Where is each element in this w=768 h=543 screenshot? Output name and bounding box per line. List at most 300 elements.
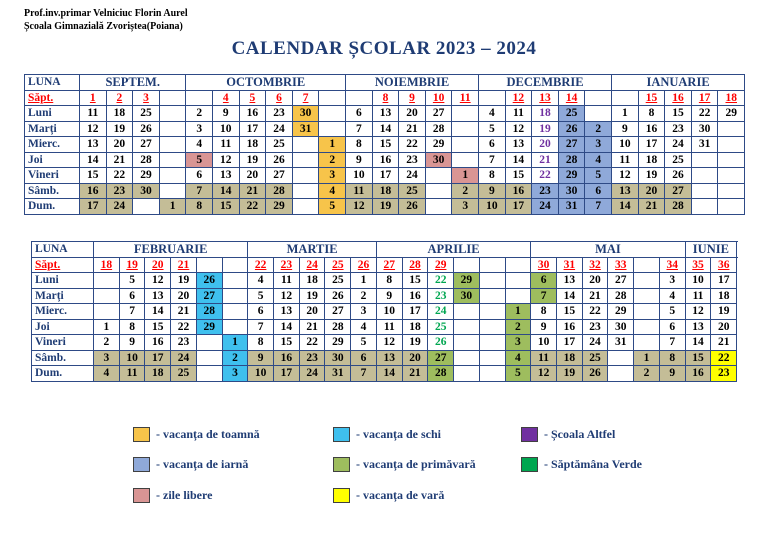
day-cell: 20 [106,137,133,153]
week-number [454,257,480,273]
day-cell [454,335,480,351]
day-cell: 22 [399,137,426,153]
day-cell: 4 [585,152,612,168]
week-number [634,257,660,273]
month-name: IANUARIE [612,75,745,91]
day-cell [292,168,319,184]
day-cell: 17 [80,199,107,215]
day-row [32,335,737,351]
day-cell: 22 [582,304,608,320]
day-cell: 9 [531,319,557,335]
day-cell: 20 [171,288,197,304]
day-cell: 6 [248,304,274,320]
day-row [32,288,737,304]
day-cell [425,168,452,184]
day-cell: 14 [685,335,711,351]
week-number: 12 [505,90,532,106]
day-cell: 24 [428,304,454,320]
legend-label: - Săptămâna Verde [544,457,643,471]
day-cell: 17 [711,273,737,289]
day-cell: 11 [612,152,639,168]
day-cell: 16 [505,183,532,199]
day-cell: 20 [299,304,325,320]
day-cell: 26 [665,168,692,184]
week-number: 16 [665,90,692,106]
day-cell: 7 [585,199,612,215]
day-cell: 26 [133,121,160,137]
day-cell: 29 [425,137,452,153]
day-row [25,168,745,184]
day-cell: 5 [585,168,612,184]
day-cell: 7 [248,319,274,335]
day-cell: 12 [531,366,557,382]
legend-item [333,488,444,503]
day-cell: 14 [80,152,107,168]
legend-swatch [333,427,350,442]
day-cell: 11 [119,366,145,382]
day-cell: 24 [266,121,293,137]
sapt-label: Săpt. [25,90,80,106]
day-cell [479,273,505,289]
week-number [159,90,186,106]
day-cell: 14 [274,319,300,335]
day-cell: 5 [119,273,145,289]
day-cell: 5 [659,304,685,320]
day-cell: 23 [711,366,737,382]
day-row [25,121,745,137]
day-cell: 13 [145,288,171,304]
day-cell: 24 [665,137,692,153]
day-cell [479,288,505,304]
day-cell: 22 [532,168,559,184]
day-cell: 12 [145,273,171,289]
week-number: 21 [171,257,197,273]
day-cell: 18 [556,350,582,366]
day-cell: 8 [248,335,274,351]
day-cell: 9 [119,335,145,351]
day-cell: 19 [372,199,399,215]
day-cell: 23 [532,183,559,199]
day-cell [479,335,505,351]
day-cell: 28 [133,152,160,168]
day-cell: 17 [638,137,665,153]
day-row [25,106,745,122]
month-row [25,75,745,91]
day-cell: 14 [376,366,402,382]
day-cell: 28 [196,304,222,320]
day-cell: 6 [119,288,145,304]
week-number: 35 [685,257,711,273]
day-cell [608,366,634,382]
week-number: 25 [325,257,351,273]
week-number: 33 [608,257,634,273]
day-cell: 21 [171,304,197,320]
calendar-table-autumn-winter [24,74,745,215]
day-cell: 16 [402,288,428,304]
luna-label: LUNA [25,75,80,91]
legend-item [133,488,212,503]
day-cell: 15 [402,273,428,289]
day-cell: 11 [505,106,532,122]
day-cell: 22 [239,199,266,215]
day-cell: 2 [351,288,377,304]
day-cell: 25 [325,273,351,289]
day-cell: 28 [325,319,351,335]
legend-swatch [133,427,150,442]
day-cell: 16 [145,335,171,351]
day-cell: 10 [213,121,240,137]
day-cell: 3 [585,137,612,153]
legend-label: - vacanța de vară [356,488,445,502]
day-cell: 21 [582,288,608,304]
day-label: Mierc. [32,304,94,320]
week-number: 7 [292,90,319,106]
day-cell: 22 [106,168,133,184]
day-cell: 22 [171,319,197,335]
week-number: 28 [402,257,428,273]
week-number: 2 [106,90,133,106]
day-cell: 28 [425,121,452,137]
week-number: 34 [659,257,685,273]
day-cell [718,199,745,215]
week-number [479,90,506,106]
day-cell: 20 [239,168,266,184]
day-cell: 31 [292,121,319,137]
week-number: 22 [248,257,274,273]
legend-item [521,427,615,442]
day-cell [452,106,479,122]
day-cell: 12 [376,335,402,351]
day-cell: 12 [213,152,240,168]
day-cell: 9 [612,121,639,137]
week-number: 3 [133,90,160,106]
day-cell [94,304,120,320]
day-cell: 4 [319,183,346,199]
day-cell [691,183,718,199]
week-number: 6 [266,90,293,106]
month-name: OCTOMBRIE [186,75,346,91]
day-cell: 21 [239,183,266,199]
day-cell: 24 [582,335,608,351]
day-row [32,350,737,366]
day-row [32,273,737,289]
day-cell: 27 [558,137,585,153]
day-cell: 18 [106,106,133,122]
day-cell [159,106,186,122]
day-cell [222,288,248,304]
day-cell: 15 [274,335,300,351]
day-cell [292,152,319,168]
day-cell: 23 [428,288,454,304]
day-cell [479,304,505,320]
legend-swatch [521,427,538,442]
day-cell: 18 [299,273,325,289]
day-cell [222,319,248,335]
week-number [612,90,639,106]
day-cell: 28 [428,366,454,382]
day-cell: 15 [685,350,711,366]
day-cell [196,350,222,366]
day-label: Vineri [25,168,80,184]
day-cell: 24 [299,366,325,382]
day-cell: 29 [196,319,222,335]
day-cell: 19 [532,121,559,137]
day-cell: 24 [106,199,133,215]
day-cell: 20 [582,273,608,289]
day-row [32,366,737,382]
legend-item [333,457,476,472]
day-cell: 24 [399,168,426,184]
day-cell: 8 [479,168,506,184]
day-cell: 8 [119,319,145,335]
day-cell [452,137,479,153]
day-cell: 25 [171,366,197,382]
day-cell: 4 [659,288,685,304]
day-cell: 2 [505,319,531,335]
day-cell: 19 [556,366,582,382]
day-cell: 28 [665,199,692,215]
day-cell: 5 [319,199,346,215]
day-cell: 16 [685,366,711,382]
day-cell: 7 [186,183,213,199]
day-cell: 10 [346,168,373,184]
luna-label: LUNA [32,242,94,258]
day-cell: 17 [505,199,532,215]
legend-swatch [333,488,350,503]
day-cell: 1 [94,319,120,335]
day-cell: 2 [319,152,346,168]
day-cell: 19 [638,168,665,184]
day-cell: 29 [718,106,745,122]
day-cell: 29 [133,168,160,184]
day-cell: 4 [351,319,377,335]
day-cell: 19 [239,152,266,168]
day-cell: 10 [531,335,557,351]
day-cell: 25 [665,152,692,168]
day-cell: 24 [532,199,559,215]
day-cell: 13 [505,137,532,153]
day-cell: 15 [372,137,399,153]
day-label: Sâmb. [25,183,80,199]
day-cell: 30 [292,106,319,122]
legend-item [333,427,441,442]
day-cell [718,137,745,153]
day-cell: 31 [691,137,718,153]
day-cell: 19 [171,273,197,289]
day-cell: 11 [346,183,373,199]
day-cell: 2 [585,121,612,137]
week-number: 13 [532,90,559,106]
week-number: 15 [638,90,665,106]
day-cell: 3 [186,121,213,137]
day-cell: 16 [80,183,107,199]
day-cell: 26 [428,335,454,351]
day-cell: 1 [452,168,479,184]
day-cell: 13 [274,304,300,320]
day-cell: 2 [634,366,660,382]
day-cell: 13 [556,273,582,289]
day-cell: 20 [402,350,428,366]
legend-swatch [133,457,150,472]
day-cell: 29 [558,168,585,184]
day-cell: 7 [119,304,145,320]
day-row [25,137,745,153]
legend-label: - vacanța de schi [356,427,441,441]
day-cell [319,121,346,137]
day-row [32,304,737,320]
week-number: 14 [558,90,585,106]
day-cell: 6 [346,106,373,122]
day-label: Sâmb. [32,350,94,366]
day-cell [634,319,660,335]
day-cell: 6 [659,319,685,335]
week-number: 20 [145,257,171,273]
day-cell: 19 [106,121,133,137]
week-number: 9 [399,90,426,106]
day-row [32,319,737,335]
legend-item [521,457,642,472]
day-cell: 4 [248,273,274,289]
day-cell [505,288,531,304]
week-number: 27 [376,257,402,273]
day-cell: 12 [505,121,532,137]
month-name: APRILIE [376,242,530,258]
author-line: Prof.inv.primar Velniciuc Florin Aurel [24,8,188,19]
day-cell: 15 [213,199,240,215]
day-cell: 3 [505,335,531,351]
school-line: Școala Gimnazială Zvoriștea(Poiana) [24,21,183,32]
day-row [25,183,745,199]
day-cell: 15 [556,304,582,320]
week-number: 19 [119,257,145,273]
day-cell: 16 [239,106,266,122]
day-cell: 3 [319,168,346,184]
day-cell: 25 [558,106,585,122]
day-cell [292,137,319,153]
month-name: IUNIE [685,242,736,258]
week-number: 4 [213,90,240,106]
day-cell: 9 [659,366,685,382]
day-cell: 12 [80,121,107,137]
week-number: 29 [428,257,454,273]
day-cell: 29 [454,273,480,289]
month-name: SEPTEM. [80,75,186,91]
day-cell: 31 [608,335,634,351]
day-cell: 12 [274,288,300,304]
day-cell: 12 [346,199,373,215]
day-cell: 20 [638,183,665,199]
day-cell [196,335,222,351]
day-cell: 6 [585,183,612,199]
day-cell: 11 [376,319,402,335]
day-cell: 3 [94,350,120,366]
month-name: FEBRUARIE [94,242,248,258]
day-cell [292,183,319,199]
day-cell: 11 [80,106,107,122]
day-cell: 11 [685,288,711,304]
day-cell: 13 [80,137,107,153]
day-cell: 20 [532,137,559,153]
day-cell: 7 [351,366,377,382]
day-cell: 2 [186,106,213,122]
day-cell [585,106,612,122]
day-cell [222,304,248,320]
day-cell [479,350,505,366]
day-label: Mierc. [25,137,80,153]
day-cell: 9 [248,350,274,366]
day-cell: 5 [479,121,506,137]
day-cell: 18 [402,319,428,335]
day-cell: 1 [634,350,660,366]
legend-item [133,457,248,472]
day-cell: 2 [452,183,479,199]
week-number [346,90,373,106]
day-cell: 26 [399,199,426,215]
day-cell: 30 [608,319,634,335]
day-cell: 14 [213,183,240,199]
day-cell: 6 [186,168,213,184]
day-cell: 8 [186,199,213,215]
day-cell [634,273,660,289]
day-cell: 14 [612,199,639,215]
day-cell: 15 [80,168,107,184]
day-cell [718,121,745,137]
day-cell: 13 [376,350,402,366]
week-number: 24 [299,257,325,273]
week-number: 36 [711,257,737,273]
day-cell: 9 [346,152,373,168]
day-cell: 18 [239,137,266,153]
day-cell: 5 [505,366,531,382]
day-cell: 12 [685,304,711,320]
legend-item [133,427,260,442]
day-cell: 3 [222,366,248,382]
day-cell [634,304,660,320]
legend-swatch [333,457,350,472]
day-cell: 18 [145,366,171,382]
day-cell: 19 [711,304,737,320]
day-cell: 27 [196,288,222,304]
day-cell: 1 [222,335,248,351]
day-cell: 25 [266,137,293,153]
month-name: MAI [531,242,685,258]
day-cell: 27 [266,168,293,184]
week-number: 31 [556,257,582,273]
day-cell: 28 [608,288,634,304]
day-cell: 17 [372,168,399,184]
week-number: 10 [425,90,452,106]
month-name: NOIEMBRIE [346,75,479,91]
month-row [32,242,737,258]
day-cell [159,183,186,199]
day-cell: 18 [372,183,399,199]
day-cell: 30 [691,121,718,137]
week-number: 32 [582,257,608,273]
week-number: 1 [80,90,107,106]
day-cell [425,199,452,215]
legend-label: - Școala Altfel [544,427,616,441]
day-cell: 27 [425,106,452,122]
calendar-table-spring-summer [31,241,737,382]
day-cell [425,183,452,199]
day-label: Joi [32,319,94,335]
day-cell [718,183,745,199]
day-label: Dum. [25,199,80,215]
day-cell [718,168,745,184]
legend-swatch [133,488,150,503]
sapt-label: Săpt. [32,257,94,273]
day-cell: 20 [399,106,426,122]
